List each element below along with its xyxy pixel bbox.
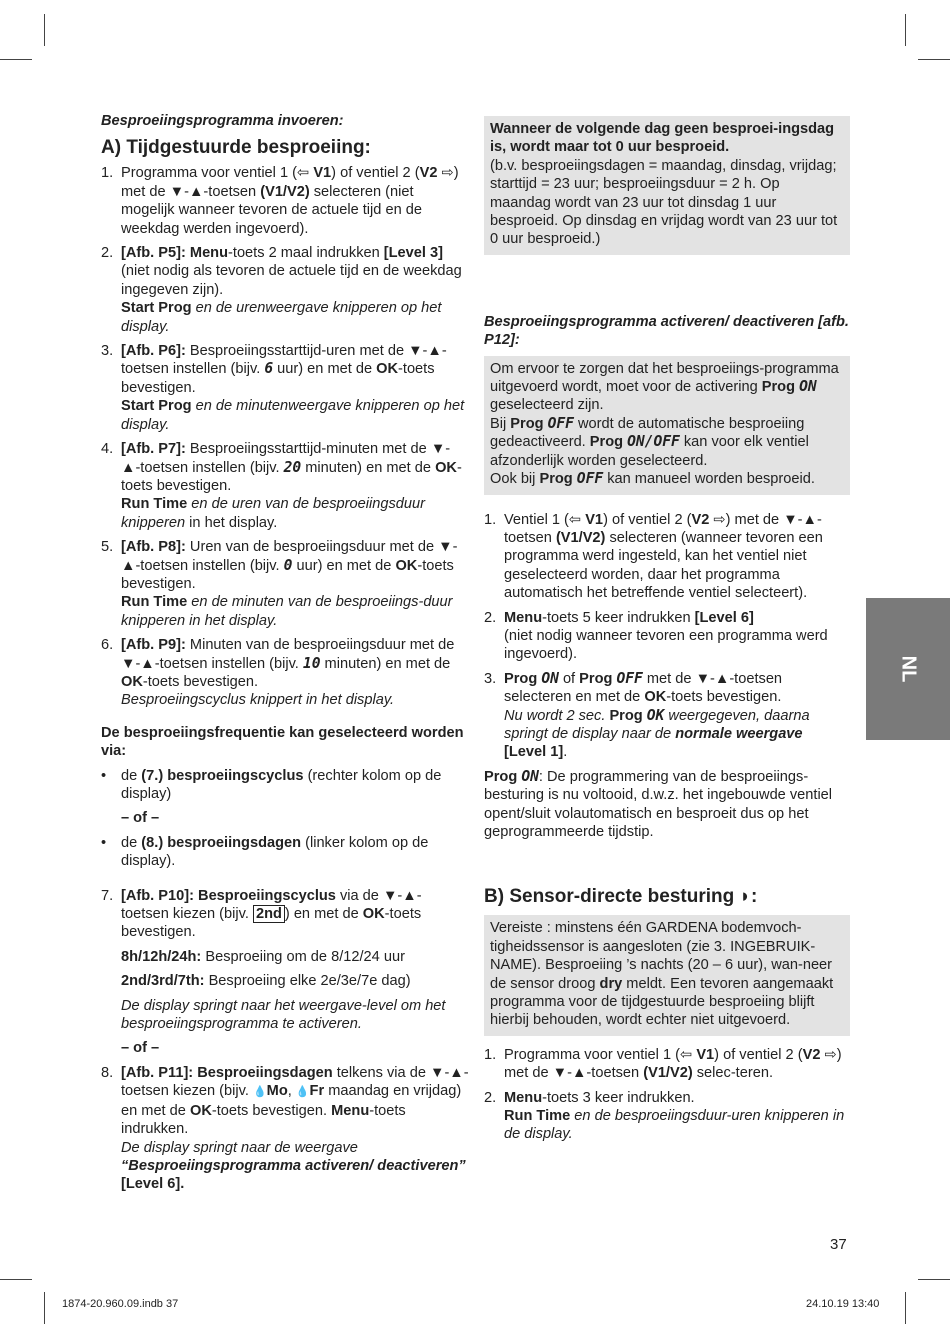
note-box-activate: Om ervoor te zorgen dat het besproeiings-programma uitgevoerd wordt, moet voor de activering Prog ON geselecteerd zijn. Bij Prog OFF wordt de automatische besproeiing gedeactiveerd. Prog ON/OFF kan voor elk ventiel afzonderlijk worden geselecteerd. Ook bij Prog OFF kan manueel worden besproeid. bbox=[484, 356, 850, 495]
sensor-icon: ◗: bbox=[739, 886, 758, 908]
language-tab: NL bbox=[866, 598, 950, 740]
prog-on-paragraph: Prog ON: De programmering van de besproeiings-besturing is nu voltooid, d.w.z. het ingebouwde ventiel opent/sluit volautomatisch en besproeit dus op het geprogrammeerde tijdstip. bbox=[484, 767, 833, 840]
drop-icon: 💧 bbox=[252, 1086, 267, 1099]
frequency-heading: De besproeiingsfrequentie kan geselecteerd worden via: bbox=[101, 724, 464, 760]
crop-mark bbox=[0, 1279, 32, 1280]
step-5: 5. [Afb. P8]: Uren van de besproeiingsduur met de ▼-▲-toetsen instellen (bijv. 0 uur) en met de OK-toets bevestigen. Run Time en de minuten van de besproeiings-duur knipperen in het display. bbox=[101, 539, 458, 629]
section-b-title: B) Sensor-directe besturing ◗: bbox=[484, 886, 758, 908]
activate-step-1: 1. Ventiel 1 (⇦ V1) of ventiel 2 (V2 ⇨) met de ▼-▲-toetsen (V1/V2) selecteren (wanneer tevoren een programma werd ingesteld, kan het ventiel niet geselecteerd worden, daar het programma automatisch het betreffende ventiel selecteert). bbox=[484, 511, 823, 602]
crop-mark bbox=[918, 59, 950, 60]
step-7: 7. [Afb. P10]: Besproeiingscyclus via de ▼-▲-toetsen kiezen (bijv. 2nd ) en met de OK-toets bevestigen. 8h/12h/24h: Besproeiing om de 8/12/24 uur 2nd/3rd/7th: Besproeiing elke 2e/3e/7e dag) De display springt naar het weergave-level om het besproeiingsprogramma te activeren. – of – bbox=[101, 887, 469, 1058]
activate-step-2: 2. Menu-toets 5 keer indrukken [Level 6] (niet nodig wanneer tevoren een programma werd ingevoerd). bbox=[484, 609, 828, 663]
intro-heading: Besproeiingsprogramma invoeren: bbox=[101, 113, 344, 129]
page-number: 37 bbox=[830, 1236, 847, 1253]
sensor-step-1: 1. Programma voor ventiel 1 (⇦ V1) of ventiel 2 (V2 ⇨) met de ▼-▲-toetsen (V1/V2) selec-teren. bbox=[484, 1046, 842, 1082]
crop-mark bbox=[905, 1292, 906, 1324]
footer-timestamp: 24.10.19 13:40 bbox=[806, 1298, 880, 1310]
arrow-right-icon: ⇨ bbox=[824, 1046, 837, 1063]
section-a-title: A) Tijdgestuurde besproeiing: bbox=[101, 137, 371, 159]
arrow-left-icon: ⇦ bbox=[297, 165, 310, 182]
crop-mark bbox=[44, 1292, 45, 1324]
arrow-left-icon: ⇦ bbox=[568, 511, 582, 528]
bullet-days: • de (8.) besproeiingsdagen (linker kolom op de display). bbox=[101, 834, 429, 870]
or-separator: – of – bbox=[121, 1040, 160, 1057]
footer-file: 1874-20.960.09.indb 37 bbox=[62, 1298, 179, 1310]
bullet-cycle: • de (7.) besproeiingscyclus (rechter kolom op de display) bbox=[101, 767, 442, 802]
cycle-2nd-indicator: 2nd bbox=[253, 905, 285, 923]
note-box-sensor: Vereiste : minstens één GARDENA bodemvoch-tigheidssensor is aangesloten (zie 3. INGEBRUIK-NAME). Besproeiing ’s nachts (20 – 6 uur), wan-neer de sensor droog dry meldt. Een tevoren aangemaakt programma voor de tijdgestuurde besproeiing blijft hierbij behouden, wordt echter niet uitgevoerd. bbox=[484, 915, 850, 1035]
step-6: 6. [Afb. P9]: Minuten van de besproeiingsduur met de ▼-▲-toetsen instellen (bijv. 10 minuten) en met de OK-toets bevestigen. Besproeiingscyclus knippert in het display. bbox=[101, 637, 455, 709]
activate-heading: Besproeiingsprogramma activeren/ deactiveren [afb. P12]: bbox=[484, 313, 849, 349]
drop-icon: 💧 bbox=[295, 1086, 310, 1099]
right-column bbox=[484, 116, 850, 1150]
step-4: 4. [Afb. P7]: Besproeiingsstarttijd-minuten met de ▼-▲-toetsen instellen (bijv. 20 minuten) en met de OK-toets bevestigen. Run Time en de uren van de besproeiingsduur knipperen in het display. bbox=[101, 441, 462, 531]
crop-mark bbox=[0, 59, 32, 60]
step-2: 2. [Afb. P5]: Menu-toets 2 maal indrukken [Level 3] (niet nodig als tevoren de actuele tijd en de weekdag ingegeven zijn). Start Prog en de urenweergave knipperen op het display. bbox=[101, 245, 462, 335]
arrow-right-icon: ⇨ bbox=[441, 165, 454, 182]
arrow-right-icon: ⇨ bbox=[713, 511, 726, 528]
crop-mark bbox=[44, 14, 45, 46]
step-1: 1. Programma voor ventiel 1 (⇦ V1) of ventiel 2 (V2 ⇨) met de ▼-▲-toetsen (V1/V2) selecteren (niet mogelijk wanneer tevoren de actuele tijd en de weekdag werden ingevoerd). bbox=[101, 165, 459, 237]
left-column bbox=[101, 112, 469, 1200]
sensor-step-2: 2. Menu-toets 3 keer indrukken. Run Time en de besproeiingsduur-uren knipperen in de display. bbox=[484, 1089, 845, 1143]
arrow-left-icon: ⇦ bbox=[680, 1046, 693, 1063]
activate-step-3: 3. Prog ON of Prog OFF met de ▼-▲-toetsen selecteren en met de OK-toets bevestigen. Nu wordt 2 sec. Prog OK weergegeven, daarna springt de display naar de normale weergave [Level 1]. bbox=[484, 669, 810, 761]
or-separator: – of – bbox=[121, 810, 160, 827]
crop-mark bbox=[918, 1279, 950, 1280]
step-8: 8. [Afb. P11]: Besproeiingsdagen telkens via de ▼-▲-toetsen kiezen (bijv. 💧Mo, 💧Fr maandag en vrijdag) en met de OK-toets bevestigen. Menu-toets indrukken. De display springt naar de weergave “Besproeiingsprogramma activeren/ deactiveren” [Level 6]. bbox=[101, 1064, 469, 1193]
step-3: 3. [Afb. P6]: Besproeiingsstarttijd-uren met de ▼-▲-toetsen instellen (bijv. 6 uur) en met de OK-toets bevestigen. Start Prog en de minutenweergave knipperen op het display. bbox=[101, 343, 465, 433]
crop-mark bbox=[905, 14, 906, 46]
note-box-next-day: Wanneer de volgende dag geen besproei-ingsdag is, wordt maar tot 0 uur besproeid. (b.v. besproeiingsdagen = maandag, dinsdag, vrijdag; starttijd = 23 uur; besproeiingsduur = 2 h. Op maandag wordt van 23 uur tot dinsdag 1 uur besproeid. Op dinsdag en vrijdag wordt van 23 uur tot 0 uur besproeid.) bbox=[484, 116, 850, 255]
